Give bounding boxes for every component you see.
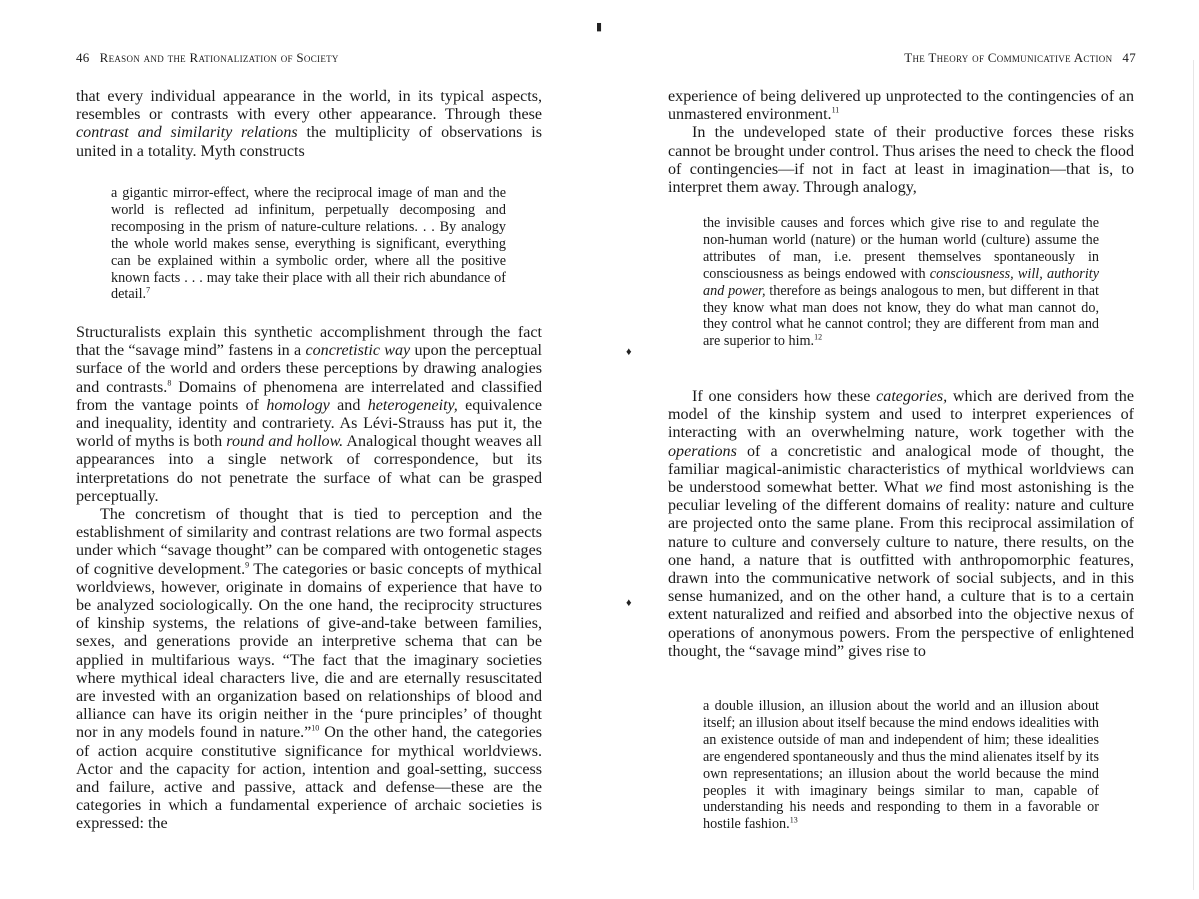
- footnote-ref-11: 11: [831, 105, 840, 115]
- right-block-quote-2: a double illusion, an illusion about the world and an illusion about itself; an illusion about itself because the mind endows idealities with an existence outside of man and independent of him; these idealities are engendered spontaneously and thus the mind alienates itself by its own representations; an illusion about the world because the mind peoples it with imaginary beings similar to man, capable of understanding his needs and responding to them in a favorable or hostile fashion.$^{13}$: [703, 698, 1099, 833]
- running-head-title-right: The Theory of Communicative Action: [904, 50, 1113, 65]
- footnote-ref-8: 8: [167, 378, 172, 388]
- page-edge: [1193, 60, 1194, 890]
- right-paragraph-2: In the undeveloped state of their productive forces these risks cannot be brought under control. Thus arises the need to check the flood of contingencies—if not in fact at least in imagination—that is, to interpret them away. Through analogy,: [668, 124, 1134, 197]
- footnote-ref-7: 7: [146, 285, 151, 295]
- footnote-ref-12: 12: [814, 332, 823, 342]
- page-number-right: 47: [1122, 50, 1136, 65]
- gutter-speck: ▮: [596, 21, 603, 33]
- right-block-quote-1: the invisible causes and forces which give rise to and regulate the non-human world (nature) or the human world (culture) assume the attributes of man, i.e. present themselves spontaneously in consciousness as beings endowed with consciousness, will, authority and power, therefore as beings analogous to men, but different in that they know what man does not know, they do what man cannot do, they control what he cannot control; they are different from man and are superior to him.$^{12}$: [703, 215, 1100, 350]
- footnote-ref-9: 9: [245, 560, 250, 570]
- gutter-speck: ♦: [626, 597, 632, 609]
- right-paragraph-3: If one considers how these categories, which are derived from the model of the kinship system and used to interpret experiences of interacting with an overwhelming nature, work together with the operations of a concretistic and analogical mode of thought, the familiar magical-animistic characteristics of mythical worldviews can be understood somewhat better. What we find most astonishing is the peculiar leveling of the different domains of reality: nature and culture are projected onto the same plane. From this reciprocal assimilation of nature to culture and conversely culture to nature, there results, on the one hand, a nature that is outfitted with anthropomorphic features, drawn into the communicative network of social subjects, and in this sense humanized, and on the other hand, a culture that is to a certain extent naturalized and reified and absorbed into the objective nexus of operations of anonymous powers. From the perspective of enlightened thought, the “savage mind” gives rise to: [668, 388, 1134, 660]
- left-paragraph-2: Structuralists explain this synthetic accomplishment through the fact that the “savage mind” fastens in a concretistic way upon the perceptual surface of the world and orders these perceptions by drawing analogies and contrasts.$^8$ Domains of phenomena are interrelated and classified from the vantage points of homology and heterogeneity, equivalence and inequality, identity and contrariety. As Lévi-Strauss has put it, the world of myths is both round and hollow. Analogical thought weaves all appearances into a single network of correspondence, but its interpretations do not penetrate the surface of what can be grasped perceptually. The concretism of thought that is tied to perception and the establishment of similarity and contrast relations are two formal aspects under which “savage thought” can be compared with ontogenetic stages of cognitive development.$^9$ The categories or basic concepts of mythical worldviews, however, originate in domains of experience that have to be analyzed sociologically. On the one hand, the reciprocity structures of kinship systems, the relations of give-and-take between families, sexes, and generations provide an interpretive schema that can be applied in multifarious ways. “The fact that the imaginary societies where mythical ideal characters live, die and are eternally resuscitated are invested with an organization based on relationships of blood and alliance can have its origin neither in the ‘pure principles’ of thought nor in any models found in nature.”$^{10}$ On the other hand, the categories of action acquire constitutive significance for mythical worldviews. Actor and the capacity for action, intention and goal-setting, success and failure, active and passive, attack and defense—these are the categories in which a fundamental experience of archaic societies is expressed: the: [76, 324, 543, 833]
- right-page: [600, 0, 1199, 899]
- right-paragraph-1: experience of being delivered up unprotected to the contingencies of an unmastered environment.$^{11}$ In the undeveloped state of their productive forces these risks cannot be brought under control. Thus arises the need to check the flood of contingencies—if not in fact at least in imagination—that is, to interpret them away. Through analogy,: [668, 88, 1134, 197]
- left-paragraph-3: The concretism of thought that is tied to perception and the establishment of similarity and contrast relations are two formal aspects under which “savage thought” can be compared with ontogenetic stages of cognitive development.$^9$ The categories or basic concepts of mythical worldviews, however, originate in domains of experience that have to be analyzed sociologically. On the one hand, the reciprocity structures of kinship systems, the relations of give-and-take between families, sexes, and generations provide an interpretive schema that can be applied in multifarious ways. “The fact that the imaginary societies where mythical ideal characters live, die and are eternally resuscitated are invested with an organization based on relationships of blood and alliance can have its origin neither in the ‘pure principles’ of thought nor in any models found in nature.”$^{10}$ On the other hand, the categories of action acquire constitutive significance for mythical worldviews. Actor and the capacity for action, intention and goal-setting, success and failure, active and passive, attack and defense—these are the categories in which a fundamental experience of archaic societies is expressed: the: [76, 506, 542, 833]
- gutter-speck: ♦: [626, 346, 632, 358]
- page-number-left: 46: [76, 50, 90, 65]
- footnote-ref-10: 10: [311, 724, 320, 734]
- running-head-left: [76, 50, 339, 66]
- left-block-quote: a gigantic mirror-effect, where the reciprocal image of man and the world is reflected ad infinitum, perpetually decomposing and recomposing in the prism of nature-culture relations. . . By analogy the whole world makes sense, everything is significant, everything can be explained within a symbolic order, where all the positive known facts . . . may take their place with all their rich abundance of detail.$^7$: [111, 185, 506, 303]
- footnote-ref-13: 13: [789, 815, 798, 825]
- left-paragraph-1: that every individual appearance in the world, in its typical aspects, resembles or contrasts with every other appearance. Through these contrast and similarity relations the multiplicity of observations is united in a totality. Myth constructs: [76, 88, 542, 160]
- running-head-right: [904, 50, 1136, 66]
- running-head-title-left: Reason and the Rationalization of Society: [99, 50, 339, 65]
